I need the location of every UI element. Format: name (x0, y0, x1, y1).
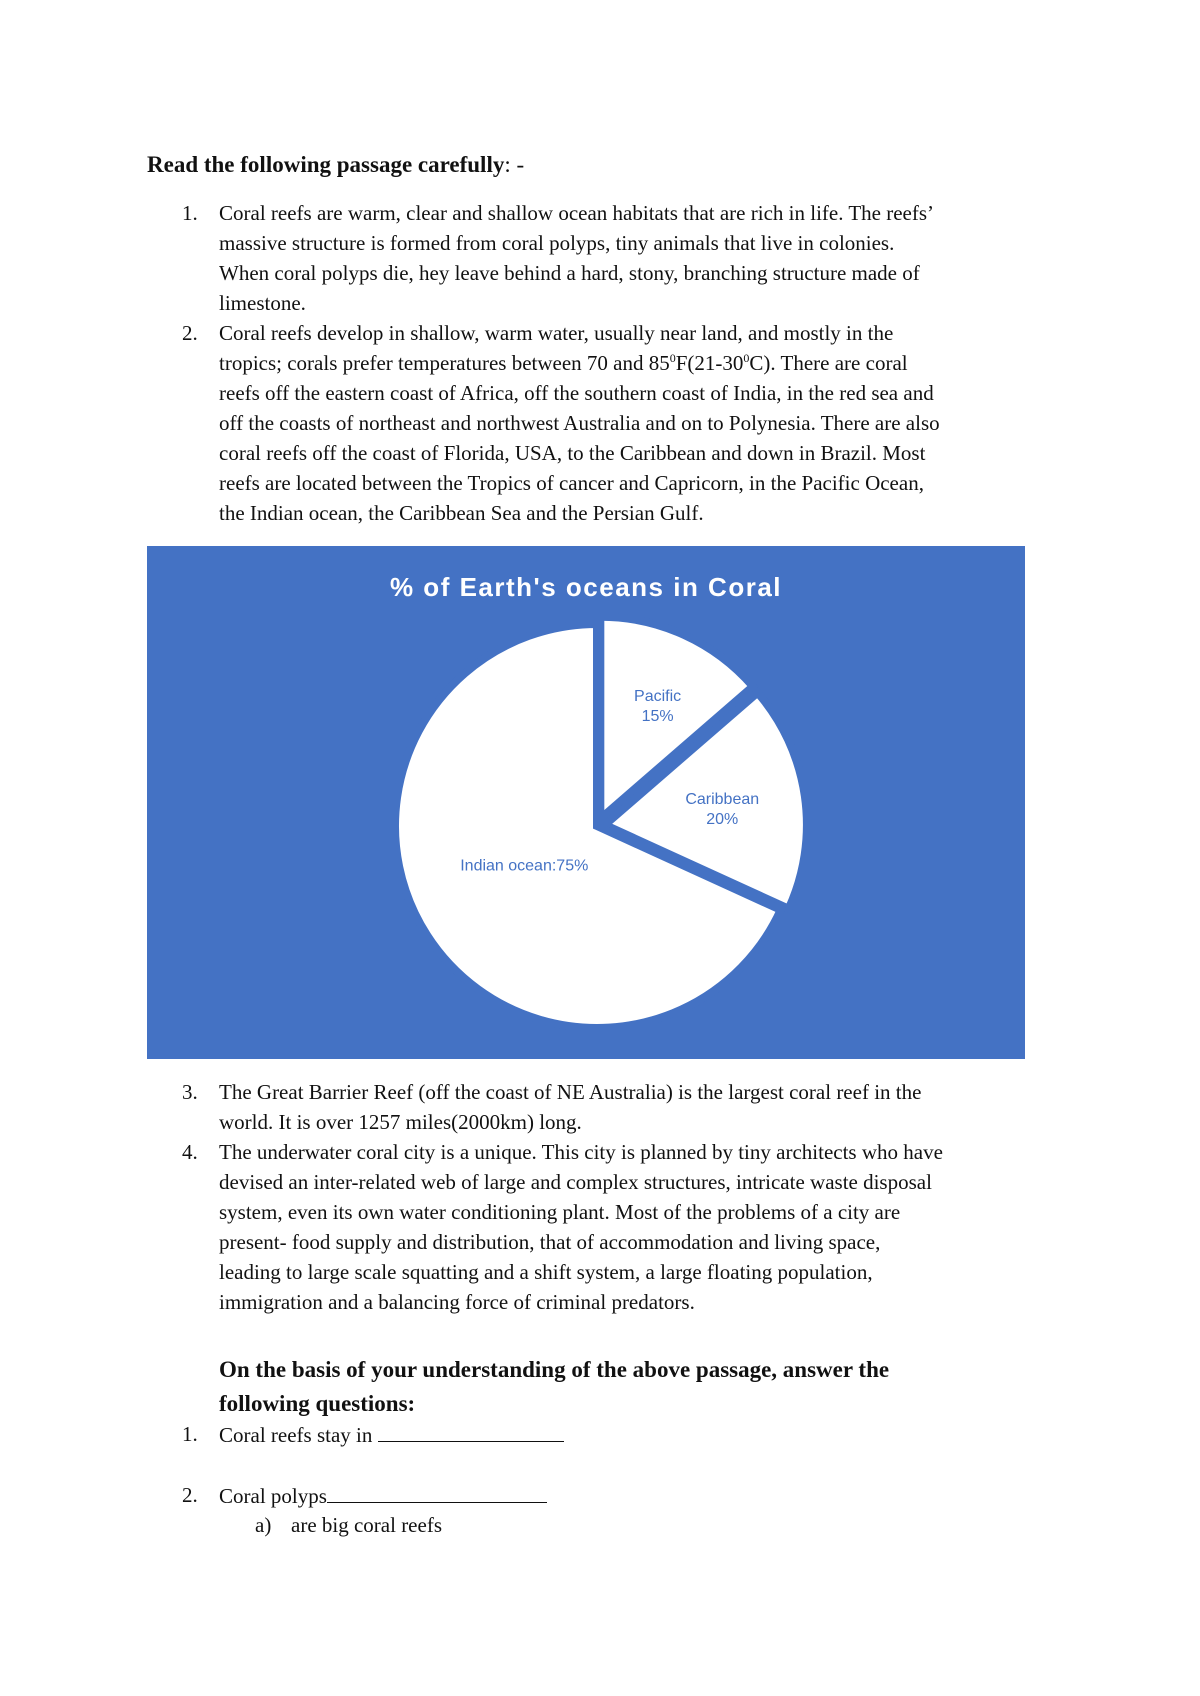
passage-heading (147, 150, 524, 180)
option-a (255, 1510, 442, 1540)
item-line: reefs off the eastern coast of Africa, off the southern coast of India, in the red sea and (219, 381, 934, 405)
coral-pie-chart (147, 546, 1025, 1059)
question-1 (182, 1419, 1062, 1450)
item-line: the Indian ocean, the Caribbean Sea and the Persian Gulf. (219, 501, 704, 525)
questions-heading (219, 1353, 1079, 1421)
passage-heading-bold: Read the following passage carefully (147, 152, 505, 177)
question-text: Coral reefs stay in (219, 1423, 378, 1447)
item-line: devised an inter-related web of large and complex structures, intricate waste disposal (219, 1170, 932, 1194)
item-number: 4. (182, 1140, 198, 1164)
question-number: 2. (182, 1483, 198, 1507)
pie-label-value: 15% (641, 707, 674, 725)
item-line: Coral reefs develop in shallow, warm water, usually near land, and mostly in the (219, 321, 894, 345)
passage-item-3 (182, 1077, 1062, 1137)
pie-chart-svg (147, 546, 1025, 1059)
item-number: 3. (182, 1080, 198, 1104)
passage-item-1 (182, 198, 1062, 318)
pie-label-category: Caribbean (685, 790, 760, 808)
item-line: leading to large scale squatting and a shift system, a large floating population, (219, 1260, 873, 1284)
pie-label-category-value: Indian ocean:75% (460, 857, 589, 875)
item-line: reefs are located between the Tropics of cancer and Capricorn, in the Pacific Ocean, (219, 471, 924, 495)
option-letter: a) (255, 1513, 272, 1537)
item-line: When coral polyps die, hey leave behind a hard, stony, branching structure made of (219, 261, 920, 285)
item-number: 2. (182, 321, 198, 345)
pie-label-category: Pacific (634, 687, 682, 705)
item-line-with-temperatures: tropics; corals prefer temperatures between 70 and $85^0F(21-30^0C)$. There are coral (219, 351, 908, 375)
chart-title: % of Earth's oceans in Coral (389, 572, 783, 602)
item-line: limestone. (219, 291, 306, 315)
item-line: system, even its own water conditioning plant. Most of the problems of a city are (219, 1200, 901, 1224)
passage-item-4 (182, 1137, 1062, 1317)
item-line: present- food supply and distribution, that of accommodation and living space, (219, 1230, 881, 1254)
item-line: massive structure is formed from coral polyps, tiny animals that live in colonies. (219, 231, 895, 255)
question-2 (182, 1480, 1062, 1511)
item-line: The Great Barrier Reef (off the coast of NE Australia) is the largest coral reef in the (219, 1080, 922, 1104)
questions-heading-line: On the basis of your understanding of the above passage, answer the (219, 1357, 890, 1382)
item-line: coral reefs off the coast of Florida, USA, to the Caribbean and down in Brazil. Most (219, 441, 926, 465)
item-line: world. It is over 1257 miles(2000km) long. (219, 1110, 582, 1134)
question-text: Coral polyps (219, 1484, 327, 1508)
item-line: off the coasts of northeast and northwest Australia and on to Polynesia. There are also (219, 411, 940, 435)
question-number: 1. (182, 1422, 198, 1446)
item-number: 1. (182, 201, 198, 225)
pie-label-value: 20% (706, 810, 739, 828)
questions-heading-line: following questions: (219, 1391, 416, 1416)
item-line: immigration and a balancing force of criminal predators. (219, 1290, 695, 1314)
item-line: The underwater coral city is a unique. This city is planned by tiny architects who have (219, 1140, 943, 1164)
passage-item-2 (182, 318, 1062, 528)
passage-heading-suffix: : - (504, 152, 525, 177)
item-line: Coral reefs are warm, clear and shallow ocean habitats that are rich in life. The reefs’ (219, 201, 935, 225)
option-text: are big coral reefs (291, 1513, 442, 1537)
answer-blank[interactable] (378, 1419, 564, 1442)
answer-blank[interactable] (327, 1480, 547, 1503)
